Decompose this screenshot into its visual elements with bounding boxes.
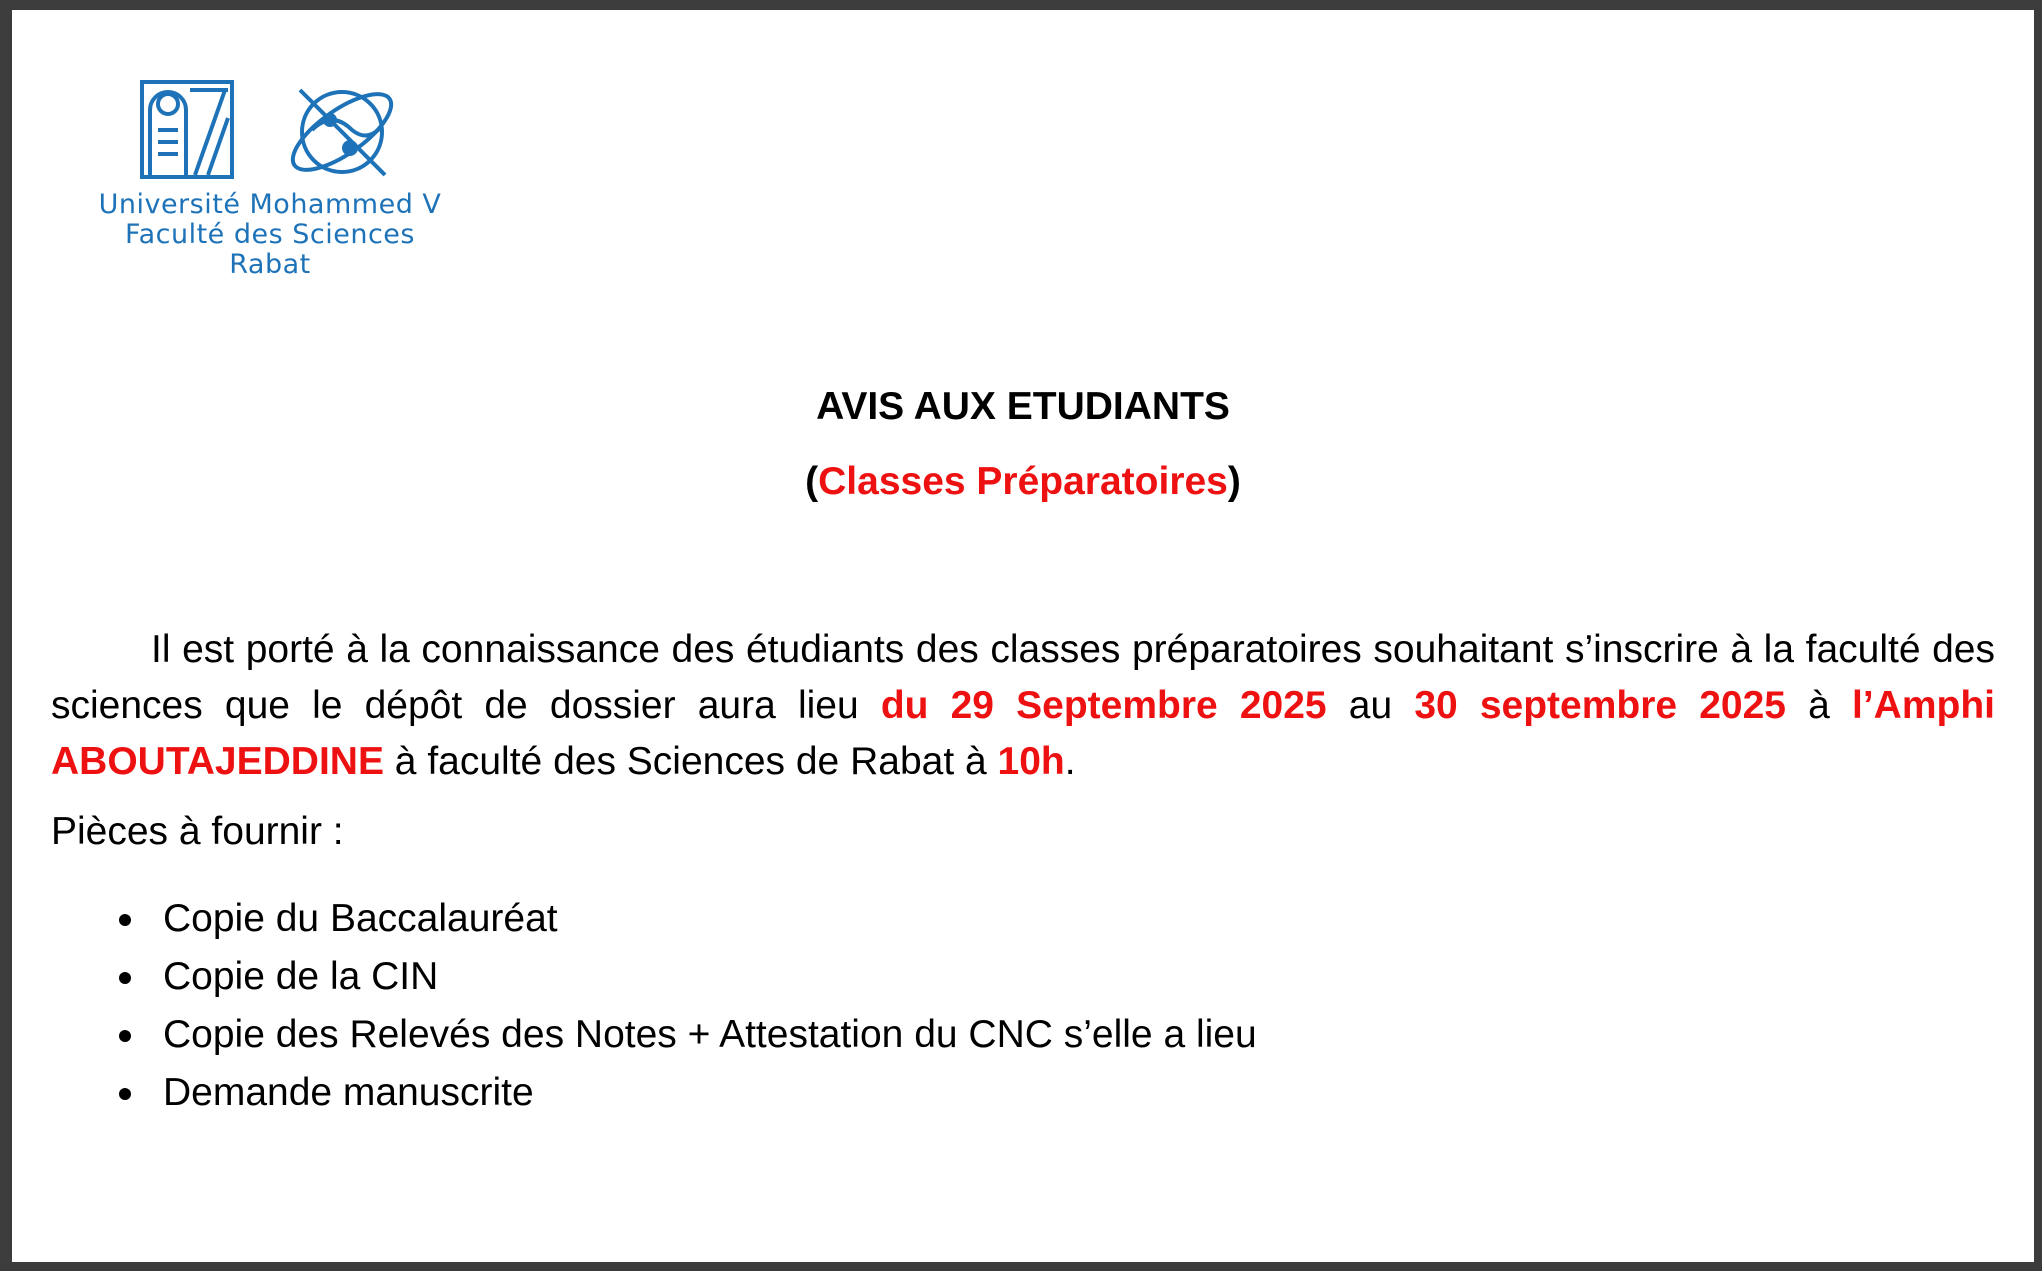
para-text-2: au <box>1326 684 1415 727</box>
logo-faculty-name: Faculté des Sciences <box>125 219 415 250</box>
subtitle-close-paren: ) <box>1227 460 1241 503</box>
list-item <box>51 1006 1257 1064</box>
subtitle-highlight: Classes Préparatoires <box>818 460 1228 503</box>
university-logo <box>50 70 490 285</box>
list-item <box>51 948 1257 1006</box>
para-text-3: à <box>1786 684 1852 727</box>
document-page <box>12 10 2034 1262</box>
list-item-text: Demande manuscrite <box>163 1071 534 1114</box>
para-date-end: 30 septembre 2025 <box>1414 684 1786 727</box>
subtitle-open-paren: ( <box>805 460 819 503</box>
list-item-text: Copie des Relevés des Notes + Attestation du CNC s’elle a lieu <box>163 1013 1257 1056</box>
notice-paragraph <box>51 622 1995 790</box>
list-item-text: Copie de la CIN <box>163 955 439 998</box>
bullet-icon <box>119 1030 131 1042</box>
bullet-icon <box>119 972 131 984</box>
pieces-label: Pièces à fournir : <box>51 810 344 853</box>
list-item <box>51 890 1257 948</box>
bullet-icon <box>119 914 131 926</box>
notice-subtitle <box>12 460 2034 504</box>
para-text-1: Il est porté à la connaissance des étudiants des classes préparatoires souhaitant s’inscrire à la faculté des sciences que le dépôt de dossier aura lieu <box>51 628 1995 727</box>
list-item <box>51 1064 1257 1122</box>
documents-list <box>51 890 1257 1122</box>
para-date-start: du 29 Septembre 2025 <box>880 684 1327 727</box>
para-text-4: à faculté des Sciences de Rabat à <box>383 740 998 783</box>
logo-university-name: Université Mohammed V <box>98 189 442 220</box>
university-emblem-icon <box>50 70 490 190</box>
notice-title: AVIS AUX ETUDIANTS <box>816 385 1230 428</box>
para-time: 10h <box>997 740 1065 783</box>
para-location: l’Amphi ABOUTAJEDDINE <box>51 684 1995 783</box>
bullet-icon <box>119 1088 131 1100</box>
list-item-text: Copie du Baccalauréat <box>163 897 558 940</box>
para-text-5: . <box>1064 740 1076 783</box>
logo-city: Rabat <box>229 249 311 280</box>
